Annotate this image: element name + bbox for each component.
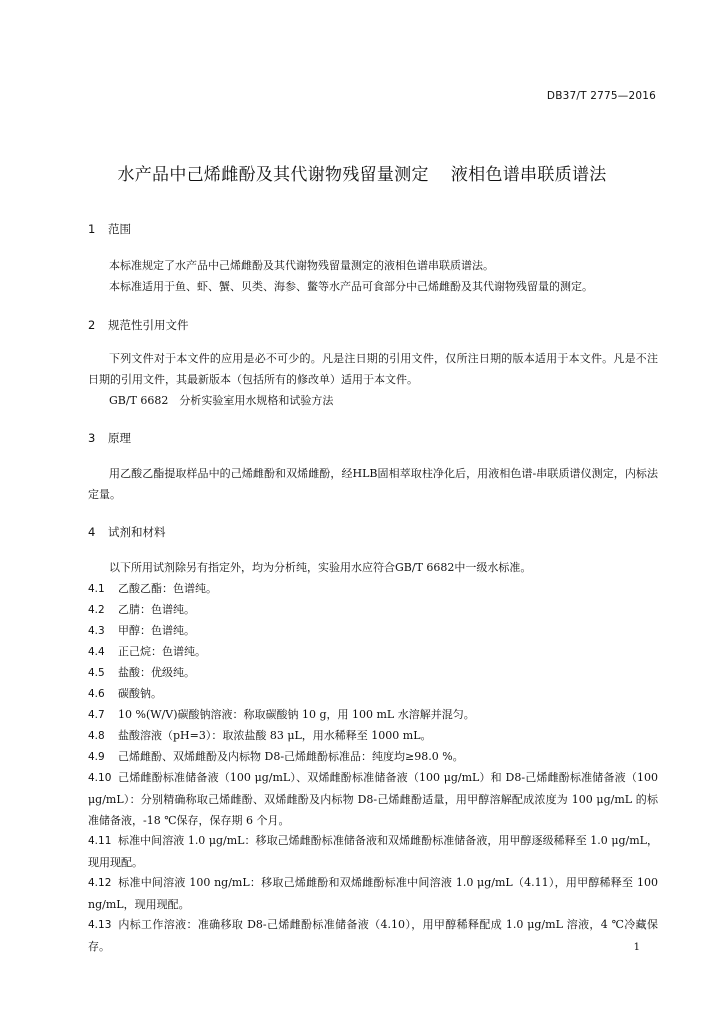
item-text: 己烯雌酚、双烯雌酚及内标物 D8-己烯雌酚标准品：纯度均≥98.0 %。 xyxy=(118,750,464,763)
item-text: 乙酸乙酯：色谱纯。 xyxy=(118,582,217,595)
section-number: 1 xyxy=(88,222,96,236)
title-sub: 液相色谱串联质谱法 xyxy=(450,165,607,185)
list-item xyxy=(88,662,658,684)
item-number: 4.7 xyxy=(88,709,105,721)
section-heading-3 xyxy=(88,430,131,446)
page-number: 1 xyxy=(633,942,640,953)
list-item xyxy=(88,704,658,726)
item-number: 4.1 xyxy=(88,583,105,595)
item-number: 4.2 xyxy=(88,604,105,616)
paragraph: 本标准规定了水产品中己烯雌酚及其代谢物残留量测定的液相色谱串联质谱法。 xyxy=(109,259,494,272)
list-item xyxy=(88,641,658,663)
page-title xyxy=(0,160,724,185)
item-number: 4.10 xyxy=(88,772,112,784)
item-text: 内标工作溶液：准确移取 D8-己烯雌酚标准储备液（4.10），用甲醇稀释配成 1.0 μg/mL 溶液，4 ℃冷藏保存。 xyxy=(88,918,658,953)
list-item xyxy=(88,767,658,831)
item-number: 4.5 xyxy=(88,667,105,679)
section-title: 试剂和材料 xyxy=(108,525,166,539)
title-main: 水产品中己烯雌酚及其代谢物残留量测定 xyxy=(117,165,429,185)
paragraph: 本标准适用于鱼、虾、蟹、贝类、海参、鳖等水产品可食部分中己烯雌酚及其代谢物残留量的测定。 xyxy=(109,280,593,293)
item-text: 甲醇：色谱纯。 xyxy=(118,624,195,637)
paragraph: 下列文件对于本文件的应用是必不可少的。凡是注日期的引用文件，仅所注日期的版本适用于本文件。凡是不注日期的引用文件，其最新版本（包括所有的修改单）适用于本文件。 xyxy=(88,352,658,386)
section-heading-1 xyxy=(88,221,131,237)
section-number: 4 xyxy=(88,525,96,539)
paragraph: 用乙酸乙酯提取样品中的己烯雌酚和双烯雌酚，经HLB固相萃取柱净化后，用液相色谱-串联质谱仪测定，内标法定量。 xyxy=(88,467,658,501)
item-text: 乙腈：色谱纯。 xyxy=(118,603,195,616)
list-item xyxy=(88,725,658,747)
item-number: 4.9 xyxy=(88,751,105,763)
item-number: 4.6 xyxy=(88,688,105,700)
section-heading-4 xyxy=(88,524,166,540)
item-text: 己烯雌酚标准储备液（100 μg/mL）、双烯雌酚标准储备液（100 μg/mL）和 D8-己烯雌酚标准储备液（100 μg/mL）：分别精确称取己烯雌酚、双烯雌酚及内标物 D8-己烯雌酚适量，用甲醇溶解配成浓度为 100 μg/mL 的标准储备液，-18 ℃保存，保存期 6 个月。 xyxy=(88,771,658,827)
doc-code: DB37/T 2775—2016 xyxy=(546,90,656,102)
list-item xyxy=(88,683,658,705)
list-item xyxy=(88,872,658,915)
item-number: 4.11 xyxy=(88,835,112,847)
item-text: 正己烷：色谱纯。 xyxy=(118,645,206,658)
section-title: 原理 xyxy=(108,431,131,445)
section-title: 规范性引用文件 xyxy=(108,318,189,332)
item-number: 4.8 xyxy=(88,730,105,742)
section-title: 范围 xyxy=(108,222,131,236)
item-text: 盐酸溶液（pH=3）：取浓盐酸 83 μL，用水稀释至 1000 mL。 xyxy=(118,729,432,742)
list-item xyxy=(88,830,658,873)
item-text: 标准中间溶液 1.0 μg/mL：移取己烯雌酚标准储备液和双烯雌酚标准储备液，用甲醇逐级稀释至 1.0 μg/mL，现用现配。 xyxy=(88,834,658,869)
item-text: 盐酸：优级纯。 xyxy=(118,666,195,679)
section-number: 3 xyxy=(88,431,96,445)
item-text: 10 %(W/V)碳酸钠溶液：称取碳酸钠 10 g，用 100 mL 水溶解并混匀。 xyxy=(118,708,475,721)
item-number: 4.12 xyxy=(88,877,112,889)
item-number: 4.13 xyxy=(88,919,112,931)
section-heading-2 xyxy=(88,317,189,333)
list-item xyxy=(88,578,658,600)
item-number: 4.3 xyxy=(88,625,105,637)
list-item xyxy=(88,746,658,768)
item-text: 碳酸钠。 xyxy=(118,687,162,700)
reference-item: GB/T 6682 分析实验室用水规格和试验方法 xyxy=(109,394,334,407)
list-item xyxy=(88,599,658,621)
paragraph: 以下所用试剂除另有指定外，均为分析纯，实验用水应符合GB/T 6682中一级水标准。 xyxy=(109,561,532,574)
item-text: 标准中间溶液 100 ng/mL：移取己烯雌酚和双烯雌酚标准中间溶液 1.0 μg/mL（4.11），用甲醇稀释至 100 ng/mL，现用现配。 xyxy=(88,876,658,911)
item-number: 4.4 xyxy=(88,646,105,658)
list-item xyxy=(88,620,658,642)
list-item xyxy=(88,914,658,957)
section-number: 2 xyxy=(88,318,96,332)
